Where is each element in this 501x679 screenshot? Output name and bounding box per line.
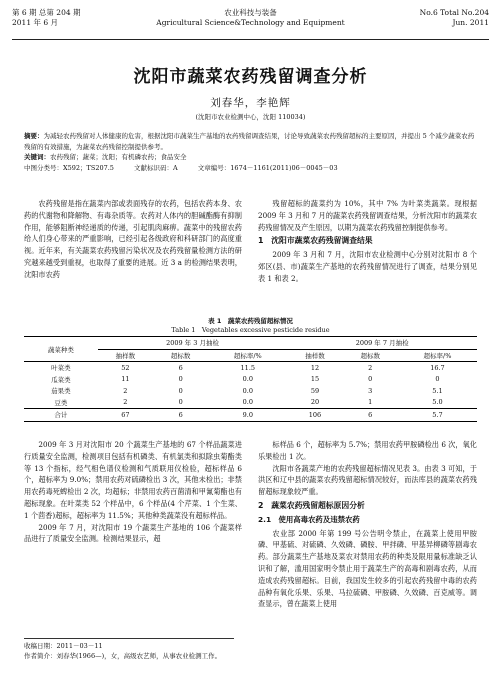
table-cell: 67: [98, 409, 153, 422]
table-cell: 1: [368, 398, 373, 407]
table-row: [24, 374, 477, 386]
keywords: [24, 152, 477, 163]
table-cell: 3: [368, 386, 373, 395]
issue-date-en: Jun. 2011: [452, 18, 489, 27]
table-cell: 5.1: [432, 386, 443, 395]
issue-date: 2011 年 6 月: [12, 18, 59, 27]
paper-authors: 刘春华，李艳辉: [210, 97, 291, 109]
table-cell: 6: [178, 363, 183, 372]
header-rule: [12, 39, 489, 40]
right-column-top: [258, 198, 477, 285]
table-caption-en: Table 1 Vegetables excessive pesticide residue: [171, 325, 330, 334]
table-col-header: 超标数: [343, 349, 398, 362]
table-cell: 6: [343, 409, 398, 422]
table-cell: 2: [123, 398, 128, 407]
intro-paragraph-cont: 残留超标的蔬菜约为 10%，其中 7% 为叶菜类蔬菜。现根据 2009 年 3 月和 7 月的蔬菜农药残留调查结果，分析沈阳市的蔬菜农药残留情况及产生原因，以期为蔬菜农药残留控制提供参考。: [258, 199, 477, 232]
table-row-header: 蔬菜种类: [24, 337, 98, 362]
right-column-bottom: [258, 439, 477, 610]
table-col-header: 抽样数: [287, 349, 342, 362]
july-results-paragraph: 2009 年 7 月，对沈阳市 19 个蔬菜生产基地的 106 个蔬菜样品进行了质量安全监测。检测结果显示，超: [24, 522, 242, 544]
article-number: 文章编号：1674－1161(2011)06－0045－03: [197, 163, 338, 172]
table-col-header: 超标率/%: [208, 349, 287, 362]
table-cell: 0.0: [242, 386, 253, 395]
paper-title: 沈阳市蔬菜农药残留调查分析: [133, 67, 368, 87]
abstract-label: 摘要：: [24, 132, 44, 140]
header-center: [12, 8, 489, 28]
residue-table: [24, 336, 477, 422]
section-heading-2: 2 蔬菜农药残留超标原因分析: [258, 500, 365, 510]
table-cell: 0.0: [242, 375, 253, 384]
table-cell: 5.7: [398, 409, 477, 422]
table-cell: 11: [121, 375, 130, 384]
classification-line: [24, 163, 477, 174]
table-cell: 0.0: [242, 398, 253, 407]
table-cell: 豆类: [54, 398, 68, 407]
table-caption: [0, 317, 501, 334]
banned-pesticide-paragraph: 农业部 2000 年第 199 号公告明令禁止，在蔬菜上使用甲胺磷、甲基硫、对硫磷、久效磷、磷胺、甲拌磷、甲基异柳磷等剧毒农药。部分蔬菜生产基地及菜农对禁用农药的种类及限用量标准缺乏认识和了解，滥用国家明令禁止用于蔬菜生产的高毒和剧毒农药，从而造成农药残留超标。目前，我国发生较多的引起农药残留中毒的农药品种有氧化乐果、乐果、马拉硫磷、甲胺磷、久效磷、百克威等。调查显示，曾在蔬菜上使用: [258, 528, 477, 609]
left-column-bottom: [24, 439, 242, 545]
table-cell: 合计: [24, 409, 98, 422]
march-results-paragraph: 2009 年 3 月对沈阳市 20 个蔬菜生产基地的 67 个样品蔬菜进行质量安全监测，检测项目包括有机磷类、有机氯类和拟除虫菊酯类等 13 个指标，经气相色谱仪检测和气质联用仪检验，超标样品 6 个，超标率为 9.0%；禁用农药对硫磷检出 3 次，其他未检出；非禁用农药毒死蜱检出 2 次，均超标；非禁用农药百菌清和甲氰菊酯也有超标现象。在叶菜类 52 个样品中，6 个样品(4 个芹菜、1 个生菜、1 个茴香)超标，超标率为 11.5%；其他种类蔬菜没有超标样品。: [24, 440, 242, 520]
journal-name-cn: 农业科技与装备: [224, 8, 277, 17]
issue-number: 第 6 期 总第 204 期: [12, 8, 81, 17]
abstract-text: 为减轻农药残留对人体健康的危害，根据沈阳市蔬菜生产基地的农药残留调查结果，讨论导致蔬菜农药残留超标的主要原因，并提出 5 个减少蔬菜农药残留的有效措施，为蔬菜农药残留控制提供参考。: [24, 132, 475, 151]
table-caption-cn: 表 1 蔬菜农药残留超标情况: [208, 317, 293, 325]
table-row: [24, 362, 477, 374]
table-group-march: 2009 年 3 月抽检: [98, 337, 288, 350]
abstract-block: [24, 131, 477, 173]
table-col-header: 超标率/%: [398, 349, 477, 362]
table-cell: 16.7: [430, 363, 445, 372]
intro-paragraph: 农药残留是指在蔬菜内部或表面残存的农药，包括农药本身、农药的代谢物和降解物、有毒杂质等。农药对人体内的胆碱酯酶有抑制作用，能够阻断神经递质的传递，引起肌肉麻痹。蔬菜中的残留农药给人们身心带来的严重影响，已经引起各级政府和科研部门的高度重视。近年来，有关蔬菜农药残留污染状况及农药残留量检测方法的研究越来越受到重视，也取得了重要的进展。近 3 a 的检测结果表明，沈阳市农药: [24, 199, 242, 279]
keywords-label: 关键词：: [24, 153, 50, 161]
table-cell: 59: [310, 386, 320, 395]
table-cell: 12: [310, 363, 320, 372]
table-cell: 11.5: [240, 363, 256, 372]
journal-name-en: Agricultural Science&Technology and Equipment: [156, 18, 345, 27]
regional-paragraph: 沈阳市各蔬菜产地的农药残留超标情况见表 3。由表 3 可知，于洪区和辽中县的蔬菜农药残留超标情况较好，而法库县的蔬菜农药残留超标现象较严重。: [258, 463, 477, 497]
document-code: 文献标识码：A: [134, 163, 178, 172]
table-cell: 0: [178, 375, 183, 384]
section-1-paragraph: 2009 年 3 月和 7 月，沈阳市农业检测中心分别对沈阳市 8 个郊区(县、市)蔬菜生产基地的农药残留情况进行了调查，结果分别见表 1 和表 2。: [258, 250, 477, 283]
received-date: 收稿日期：2011－03－11: [24, 642, 103, 650]
subsection-heading-2-1: 2.1 使用高毒农药及违禁农药: [258, 514, 360, 524]
table-cell: 0: [435, 375, 440, 384]
table-cell: 0: [178, 398, 183, 407]
table-col-header: 抽样数: [98, 349, 153, 362]
table-cell: 瓜菜类: [51, 375, 71, 384]
table-cell: 106: [287, 409, 342, 422]
table-cell: 茄果类: [51, 387, 71, 396]
table-row: [24, 385, 477, 397]
table-cell: 2: [123, 386, 128, 395]
table-cell: 0: [178, 386, 183, 395]
abstract: [24, 131, 477, 152]
table-cell: 6: [153, 409, 208, 422]
table-cell: 52: [121, 363, 130, 372]
table-col-header: 超标数: [153, 349, 208, 362]
left-column-top: [24, 198, 242, 281]
header-right: [420, 8, 489, 28]
table-cell: 20: [310, 398, 320, 407]
clc-number: 中图分类号：X592；TS207.5: [24, 163, 114, 172]
table-cell: 9.0: [208, 409, 287, 422]
table-group-july: 2009 年 7 月抽检: [287, 337, 477, 350]
footnote: [24, 638, 234, 661]
paper-affiliation: (沈阳市农业检测中心，沈阳 110034): [195, 113, 306, 121]
section-heading-1: 1 沈阳市蔬菜农药残留调查结果: [258, 236, 373, 246]
table-cell: 0: [368, 375, 373, 384]
issue-number-en: No.6 Total No.204: [419, 8, 489, 17]
keywords-text: 农药残留；蔬菜；沈阳；有机磷农药；食品安全: [50, 153, 187, 161]
table-row: [24, 397, 477, 409]
july-results-cont: 标样品 6 个，超标率为 5.7%；禁用农药甲胺磷检出 6 次，氧化乐果检出 1 次。: [258, 440, 477, 461]
table-cell: 5.0: [432, 398, 443, 407]
table-row-total: [24, 409, 477, 422]
table-cell: 15: [310, 375, 320, 384]
table-cell: 2: [368, 363, 373, 372]
author-bio: 作者简介：刘春华(1966—)，女，高级农艺师，从事农业检测工作。: [24, 652, 222, 660]
table-cell: 叶菜类: [51, 364, 71, 373]
